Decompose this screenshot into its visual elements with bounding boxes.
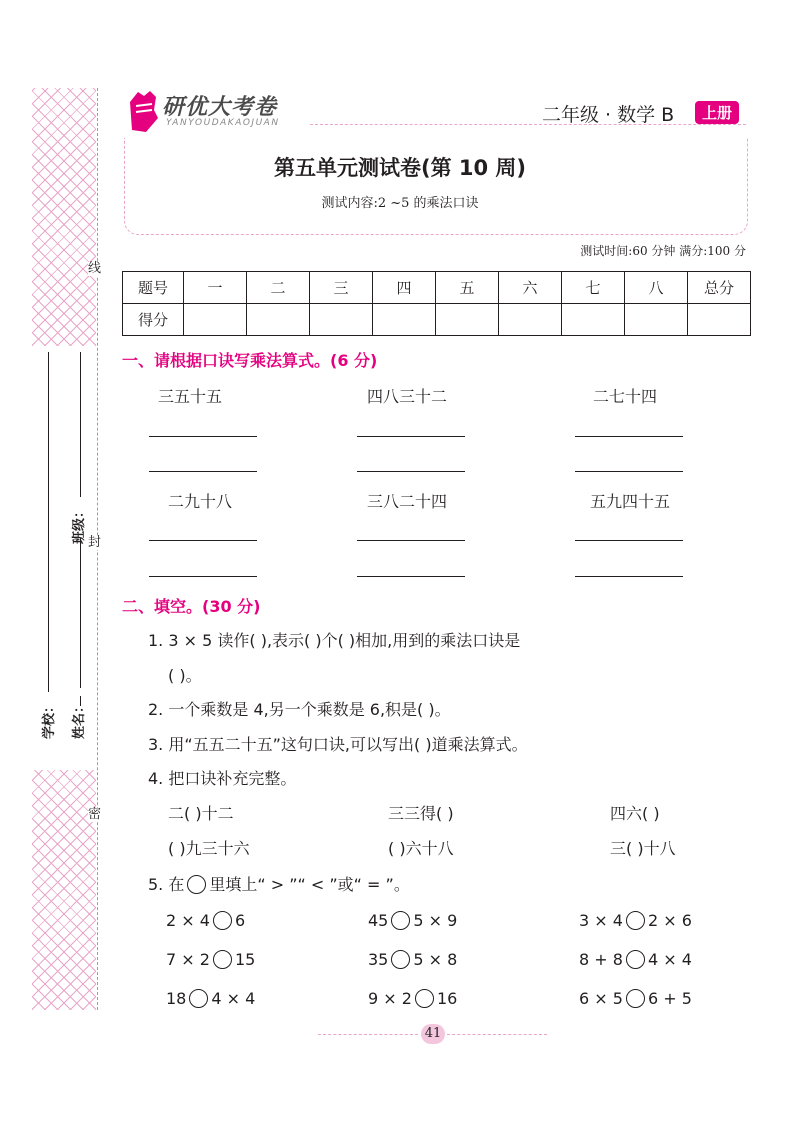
compare-right: 2 × 6 — [647, 911, 692, 930]
compare-right: 6 + 5 — [647, 989, 692, 1008]
binding-char-secret: 密 — [88, 807, 102, 822]
answer-line[interactable] — [575, 576, 683, 577]
compare-left: 45 — [368, 911, 389, 930]
circle-icon — [187, 875, 206, 894]
page-title: 第五单元测试卷(第 10 周) — [273, 156, 527, 180]
answer-line[interactable] — [575, 540, 683, 541]
compare-circle[interactable] — [391, 950, 410, 969]
compare-item — [579, 989, 692, 1008]
compare-right: 15 — [234, 950, 256, 969]
binding-char-line: 线 — [88, 261, 102, 276]
margin-pattern-bottom — [32, 770, 96, 1010]
compare-circle[interactable] — [415, 989, 434, 1008]
compare-left: 7 × 2 — [166, 950, 210, 969]
compare-left: 2 × 4 — [166, 911, 210, 930]
logo-subtext: YANYOUDAKAOJUAN — [166, 118, 280, 128]
compare-left: 8 + 8 — [579, 950, 623, 969]
score-table — [122, 271, 751, 336]
question-5 — [148, 872, 410, 895]
compare-item — [368, 989, 457, 1008]
compare-circle[interactable] — [626, 950, 645, 969]
question-1: 1. 3 × 5 读作( ),表示( )个( )相加,用到的乘法口诀是 — [148, 631, 521, 650]
answer-line[interactable] — [357, 576, 465, 577]
mnemonic-item: 五九四十五 — [590, 492, 671, 511]
footer-divider-right — [447, 1034, 547, 1035]
compare-left: 35 — [368, 950, 389, 969]
compare-circle[interactable] — [189, 989, 208, 1008]
compare-circle[interactable] — [213, 911, 232, 930]
logo-text: 研优大考卷 — [162, 95, 278, 120]
name-label: 姓名： — [72, 699, 88, 740]
q4-fill-item: ( )六十八 — [388, 839, 454, 858]
q5-prefix: 5. 在 — [148, 875, 185, 894]
page-number: 41 — [421, 1024, 445, 1044]
q5-suffix: 里填上“ > ”“ < ”或“ = ”。 — [209, 875, 410, 894]
answer-line[interactable] — [357, 471, 465, 472]
compare-right: 4 × 4 — [647, 950, 692, 969]
compare-item — [166, 989, 255, 1008]
score-cell[interactable] — [436, 304, 499, 336]
table-header-cell: 五 — [436, 272, 499, 304]
table-header-cell: 七 — [562, 272, 625, 304]
score-cell[interactable] — [310, 304, 373, 336]
compare-right: 5 × 9 — [413, 911, 458, 930]
question-3: 3. 用“五五二十五”这句口诀,可以写出( )道乘法算式。 — [148, 735, 528, 754]
answer-line[interactable] — [149, 540, 257, 541]
compare-item — [368, 950, 457, 969]
test-content: 测试内容:2 ~5 的乘法口诀 — [321, 196, 479, 211]
compare-left: 3 × 4 — [579, 911, 623, 930]
q4-fill-item: 四六( ) — [610, 804, 660, 823]
class-blank[interactable] — [80, 352, 81, 497]
compare-circle[interactable] — [626, 989, 645, 1008]
brand-logo — [124, 88, 310, 138]
binding-char-seal: 封 — [88, 535, 102, 550]
table-header-cell: 六 — [499, 272, 562, 304]
compare-item — [166, 950, 255, 969]
table-header-cell: 二 — [247, 272, 310, 304]
q4-fill-item: 二( )十二 — [168, 804, 234, 823]
score-row-label: 得分 — [123, 304, 184, 336]
table-header-cell: 八 — [625, 272, 688, 304]
class-blank-2[interactable] — [80, 538, 81, 688]
table-header-cell: 三 — [310, 272, 373, 304]
score-cell[interactable] — [499, 304, 562, 336]
score-cell[interactable] — [625, 304, 688, 336]
margin-pattern-top — [32, 88, 96, 346]
answer-line[interactable] — [357, 436, 465, 437]
mnemonic-item: 三五十五 — [158, 387, 223, 406]
score-cell[interactable] — [184, 304, 247, 336]
compare-circle[interactable] — [391, 911, 410, 930]
score-cell[interactable] — [688, 304, 751, 336]
q4-fill-item: ( )九三十六 — [168, 839, 250, 858]
answer-line[interactable] — [357, 540, 465, 541]
compare-left: 9 × 2 — [368, 989, 412, 1008]
table-row — [123, 272, 751, 304]
section2-heading: 二、填空。(30 分) — [122, 597, 261, 616]
section1-heading: 一、请根据口诀写乘法算式。(6 分) — [122, 351, 378, 370]
compare-left: 6 × 5 — [579, 989, 623, 1008]
mnemonic-item: 四八三十二 — [367, 387, 448, 406]
mnemonic-item: 二九十八 — [168, 492, 233, 511]
question-4: 4. 把口诀补充完整。 — [148, 769, 297, 788]
compare-item — [579, 911, 692, 930]
compare-right: 6 — [234, 911, 246, 930]
volume-badge: 上册 — [695, 101, 739, 124]
mnemonic-item: 三八二十四 — [367, 492, 448, 511]
table-header-cell: 四 — [373, 272, 436, 304]
grade-subject: 二年级 · 数学 B — [542, 104, 675, 126]
table-header-cell: 一 — [184, 272, 247, 304]
class-label: 班级： — [72, 504, 88, 545]
name-blank[interactable] — [80, 696, 81, 706]
header-top-divider — [310, 124, 746, 125]
time-and-score-info: 测试时间:60 分钟 满分:100 分 — [580, 244, 746, 258]
table-row — [123, 304, 751, 336]
school-blank[interactable] — [48, 352, 49, 692]
school-label: 学校： — [42, 699, 58, 740]
compare-item — [368, 911, 457, 930]
compare-circle[interactable] — [626, 911, 645, 930]
answer-line[interactable] — [149, 576, 257, 577]
compare-right: 4 × 4 — [211, 989, 256, 1008]
answer-line[interactable] — [149, 436, 257, 437]
answer-line[interactable] — [575, 436, 683, 437]
compare-right: 16 — [436, 989, 458, 1008]
score-cell[interactable] — [373, 304, 436, 336]
mnemonic-item: 二七十四 — [593, 387, 658, 406]
answer-line[interactable] — [575, 471, 683, 472]
compare-item — [166, 911, 245, 930]
question-2: 2. 一个乘数是 4,另一个乘数是 6,积是( )。 — [148, 700, 451, 719]
score-cell[interactable] — [247, 304, 310, 336]
table-header-cell: 题号 — [123, 272, 184, 304]
score-cell[interactable] — [562, 304, 625, 336]
q4-fill-item: 三( )十八 — [610, 839, 676, 858]
compare-item — [579, 950, 692, 969]
fist-icon — [124, 88, 164, 134]
question-1-continued: ( )。 — [168, 666, 202, 685]
q4-fill-item: 三三得( ) — [388, 804, 454, 823]
compare-right: 5 × 8 — [413, 950, 458, 969]
footer-divider-left — [318, 1034, 418, 1035]
compare-left: 18 — [166, 989, 187, 1008]
table-header-cell: 总分 — [688, 272, 751, 304]
compare-circle[interactable] — [213, 950, 232, 969]
answer-line[interactable] — [149, 471, 257, 472]
